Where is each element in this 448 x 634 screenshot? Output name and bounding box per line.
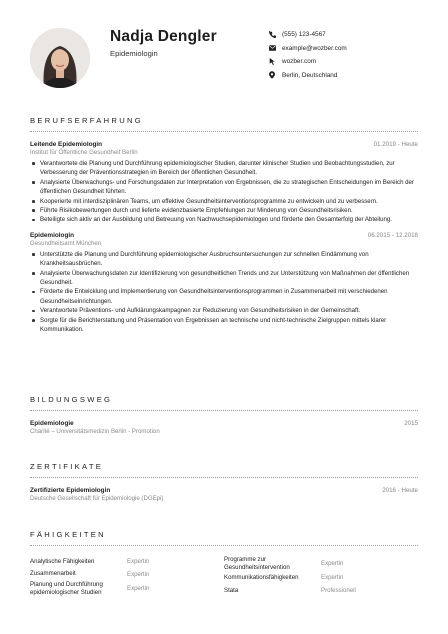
certificate-entry [30, 487, 418, 502]
skill-name: Planung und Durchführung epidemiologischer Studien [30, 581, 103, 596]
list-item: Verantwortete die Planung und Durchführung epidemiologischer Studien, darunter klinischer Studien und Beobachtungsstudien, zur Verbesserung der Präventionsstrategien im Bereich der öffentlichen Gesundheit. [30, 159, 418, 178]
skill-level: Professionell [321, 586, 356, 594]
certificate-date: 2016 - Heute [382, 487, 418, 494]
experience-entry [30, 232, 418, 335]
skill-item [30, 581, 224, 596]
job-bullets [30, 250, 418, 335]
job-company: Institut für Öffentliche Gesundheit Berlin [30, 149, 138, 156]
resume-header [0, 0, 448, 108]
certificate-issuer: Deutsche Gesellschaft für Epidemiologie (DGEpi) [30, 495, 164, 502]
education-date: 2015 [404, 420, 418, 427]
certificate-name: Zertifizierte Epidemiologin [30, 487, 111, 494]
job-role: Leitende Epidemiologin [30, 141, 103, 148]
certificates-section [30, 462, 418, 502]
experience-entry [30, 141, 418, 225]
skill-item [224, 585, 418, 597]
contact-location [268, 69, 347, 83]
section-divider [30, 131, 418, 132]
job-date: 01.2019 - Heute [373, 141, 418, 148]
profile-photo [30, 28, 90, 88]
contact-location-text: Berlin, Deutschland [282, 71, 338, 79]
skills-column-right [224, 556, 418, 597]
section-title: ZERTIFIKATE [30, 462, 104, 471]
contact-phone-text[interactable]: (555) 123-4567 [282, 31, 326, 39]
section-title: FÄHIGKEITEN [30, 530, 106, 539]
list-item: Unterstützte die Planung und Durchführung epidemiologischer Ausbruchsuntersuchungen zur schnellen Eindämmung von Krankheitsausbrüchen. [30, 250, 418, 269]
skill-level: Expertin [321, 560, 344, 568]
email-icon [268, 44, 276, 52]
skill-item [224, 556, 418, 571]
skill-level: Expertin [127, 558, 150, 566]
education-degree: Epidemiologie [30, 420, 74, 427]
skill-name: Zusammenarbeit [30, 570, 76, 578]
education-school: Charité – Universitätsmedizin Berlin - Promotion [30, 428, 160, 435]
skill-item [30, 556, 224, 568]
contact-email [268, 42, 347, 56]
section-divider [30, 545, 418, 546]
skill-name: Analytische Fähigkeiten [30, 557, 95, 565]
list-item: Beteiligte sich aktiv an der Ausbildung und Betreuung von Nachwuchsepidemiologen und förderte den Gesamterfolg der Abteilung. [30, 215, 418, 224]
contact-website-text[interactable]: wozber.com [282, 58, 317, 66]
skills-section [30, 530, 418, 597]
phone-icon [268, 31, 276, 39]
section-title: BERUFSERFAHRUNG [30, 116, 143, 125]
job-bullets [30, 159, 418, 225]
job-company: Gesundheitsamt München [30, 239, 102, 247]
link-icon [268, 58, 276, 66]
skill-item [30, 569, 224, 581]
list-item: Analysierte Überwachungsdaten zur Identifizierung von gesundheitlichen Trends und zur Unterstützung von Maßnahmen der öffentlichen Gesundheit. [30, 269, 418, 288]
skills-grid [30, 556, 418, 597]
skill-level: Expertin [127, 570, 150, 578]
section-divider [30, 477, 418, 478]
skill-level: Expertin [321, 574, 344, 582]
education-entry [30, 420, 418, 435]
list-item: Analysierte Überwachungs- und Forschungsdaten zur Interpretation von Ergebnissen, die zu strategischen Entscheidungen im Bereich der öffentlichen Gesundheit führten. [30, 178, 418, 197]
candidate-name: Nadja Dengler [110, 28, 217, 45]
skills-column-left [30, 556, 224, 597]
contact-email-text[interactable]: example@wozber.com [282, 44, 347, 52]
list-item: Kooperierte mit interdisziplinären Teams, um effektive Gesundheitsinterventionsprogramme zu entwickeln und zu verbessern. [30, 197, 418, 206]
list-item: Verantwortete Präventions- und Aufklärungskampagnen zur Reduzierung von Gesundheitsrisiken in der Gemeinschaft. [30, 306, 418, 315]
skill-name: Programme zur Gesundheitsintervention [224, 556, 290, 571]
skill-name: Stata [224, 586, 239, 594]
location-pin-icon [268, 71, 276, 79]
education-section [30, 395, 418, 435]
list-item: Sorgte für die Berichterstattung und Präsentation von Ergebnissen an technische und nicht-technische Zielgruppen mittels klarer Kommunikation. [30, 316, 418, 335]
section-divider [30, 410, 418, 411]
section-title: BILDUNGSWEG [30, 395, 113, 404]
list-item: Führte Risikobewertungen durch und lieferte evidenzbasierte Empfehlungen zur Minderung von Gesundheitsrisiken. [30, 206, 418, 215]
candidate-title: Epidemiologin [110, 49, 158, 58]
contact-phone [268, 28, 347, 42]
skill-item [224, 572, 418, 584]
skill-level: Expertin [127, 585, 150, 593]
list-item: Förderte die Entwicklung und Implementierung von Gesundheitsinterventionsprogrammen in Zusammenarbeit mit verschiedenen Gesundheitseinrichtungen. [30, 287, 418, 306]
contact-list [268, 28, 347, 82]
job-role: Epidemiologin [30, 231, 75, 239]
experience-section [30, 116, 418, 335]
contact-website [268, 55, 347, 69]
job-date: 06.2015 - 12.2018 [367, 231, 418, 239]
skill-name: Kommunikationsfähigkeiten [224, 574, 299, 582]
